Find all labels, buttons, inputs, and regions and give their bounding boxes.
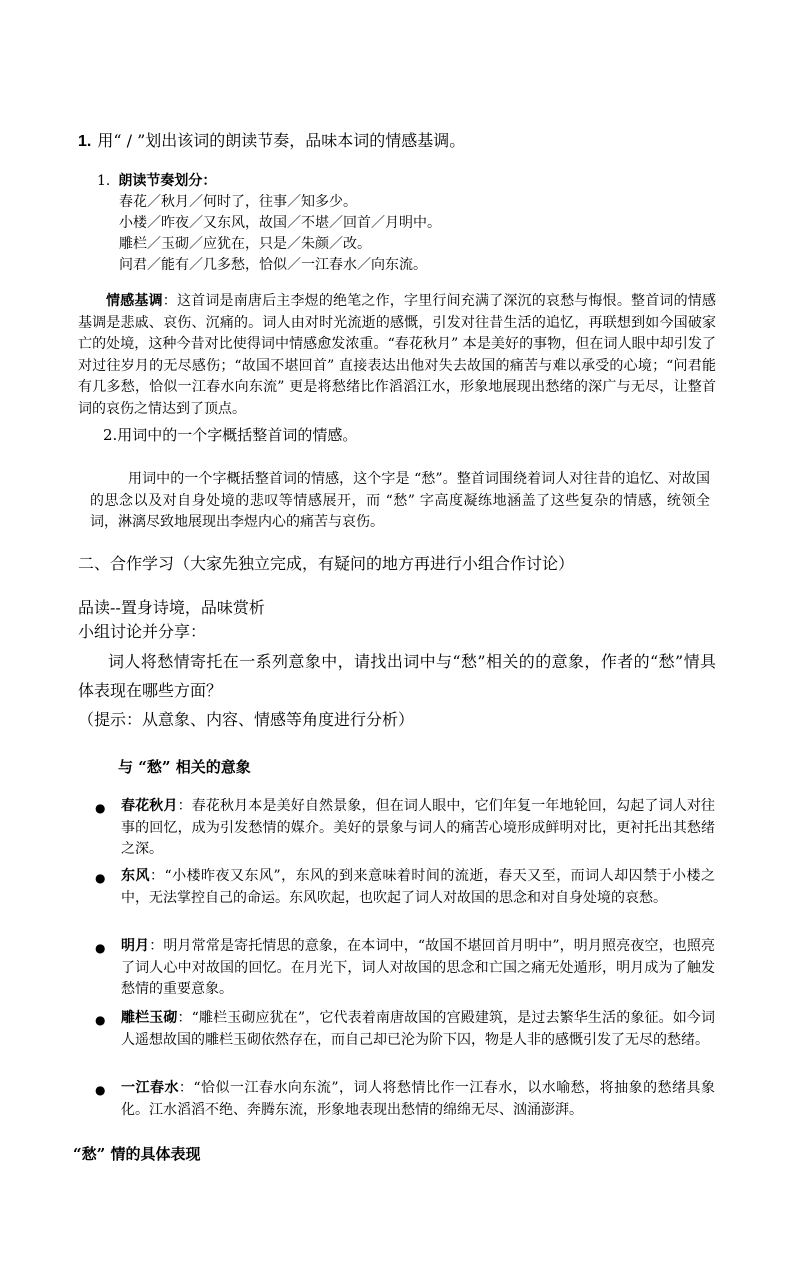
section-2-heading: 二、合作学习（大家先独立完成，有疑问的地方再进行小组合作讨论） — [78, 554, 575, 573]
imagery-term: 明月 — [121, 938, 150, 954]
emotion-text: ：这首词是南唐后主李煜的绝笔之作，字里行间充满了深沉的哀愁与悔恨。整首词的情感基调是悲戚、哀伤、沉痛的。词人由对时光流逝的感慨，引发对往昔生活的追忆，再联想到如今国破家亡的处境，这种今昔对比使得词中情感愈发浓重。“春花秋月” 本是美好的事物，但在词人眼中却引发了对过往岁月的无尽感伤；“故国不堪回首” 直接表达出他对失去故国的痛苦与难以承受的心境；“问君能有几多愁，恰似一江春水向东流” 更是将愁绪比作滔滔江水，形象地展现出愁绪的深广与无尽，让整首词的哀伤之情达到了顶点。 — [78, 293, 717, 417]
imagery-desc: ：“小楼昨夜又东风”，东风的到来意味着时间的流逝，春天又至，而词人却囚禁于小楼之中，无法掌控自己的命运。东风吹起，也吹起了词人对故国的思念和对自身处境的哀愁。 — [121, 868, 716, 906]
final-heading: “愁” 情的具体表现 — [73, 1145, 201, 1163]
prompt-text: 词人将愁情寄托在一系列意象中，请找出词中与“愁”相关的的意象，作者的“愁”情具体表现在哪些方面？ — [78, 652, 716, 700]
bullet-icon: ● — [95, 871, 106, 885]
bullet-icon: ● — [95, 801, 106, 815]
section-2-prompt — [78, 647, 716, 705]
emotion-label: 情感基调 — [106, 293, 163, 309]
imagery-desc: ：“雕栏玉砌应犹在”，它代表着南唐故国的宫殿建筑，是过去繁华生活的象征。如今词人遥想故国的雕栏玉砌依然存在，而自己却已沦为阶下囚，物是人非的感慨引发了无尽的愁绪。 — [121, 1010, 716, 1048]
rhythm-line: 雕栏／玉砌／应犹在，只是／朱颜／改。 — [119, 236, 371, 252]
rhythm-title — [97, 170, 216, 190]
section-2-sub1: 品读--置身诗境，品味赏析 — [78, 598, 265, 617]
bullet-icon: ● — [95, 1083, 106, 1097]
question-1-number: 1. — [78, 133, 92, 150]
bullet-icon: ● — [95, 941, 106, 955]
rhythm-number: 1. — [97, 173, 111, 189]
imagery-desc: ：“恰似一江春水向东流”，词人将愁情比作一江春水，以水喻愁，将抽象的愁绪具象化。江水滔滔不绝、奔腾东流，形象地表现出愁情的绵绵无尽、汹涌澎湃。 — [121, 1080, 716, 1118]
imagery-desc: ：明月常常是寄托情思的意象，在本词中，“故国不堪回首月明中”，明月照亮夜空，也照亮了词人心中对故国的回忆。在月光下，词人对故国的思念和亡国之痛无处遁形，明月成为了触发愁情的重要意象。 — [121, 938, 716, 997]
imagery-term: 春花秋月 — [121, 798, 178, 814]
imagery-term: 一江春水 — [121, 1080, 179, 1096]
summary-paragraph — [90, 469, 710, 534]
emotion-paragraph — [78, 291, 716, 420]
rhythm-line: 问君／能有／几多愁，恰似／一江春水／向东流。 — [119, 257, 427, 273]
imagery-desc: ：春花秋月本是美好自然景象，但在词人眼中，它们年复一年地轮回，勾起了词人对往事的回忆，成为引发愁情的媒介。美好的景象与词人的痛苦心境形成鲜明对比，更衬托出其愁绪之深。 — [121, 798, 716, 857]
rhythm-line: 春花／秋月／何时了，往事／知多少。 — [119, 194, 357, 210]
imagery-term: 东风 — [121, 868, 150, 884]
section-2-hint: （提示：从意象、内容、情感等角度进行分析） — [78, 710, 415, 729]
imagery-heading: 与 “愁” 相关的意象 — [118, 758, 251, 776]
question-1 — [78, 128, 465, 151]
rhythm-title-text: 朗读节奏划分： — [118, 173, 217, 189]
imagery-term: 雕栏玉砌 — [121, 1010, 178, 1026]
section-2-sub2: 小组讨论并分享： — [78, 622, 207, 641]
question-2: 2.用词中的一个字概括整首词的情感。 — [103, 426, 358, 444]
summary-text: 用词中的一个字概括整首词的情感，这个字是 “愁”。整首词围绕着词人对往昔的追忆、对故国的思念以及对自身处境的悲叹等情感展开，而 “愁” 字高度凝练地涵盖了这些复杂的情感，统领全词，淋漓尽致地展现出李煜内心的痛苦与哀伤。 — [90, 471, 710, 530]
rhythm-line: 小楼／昨夜／又东风，故国／不堪／回首／月明中。 — [119, 215, 441, 231]
bullet-icon: ● — [95, 1013, 106, 1027]
question-1-text: 用“ / ”划出该词的朗读节奏，品味本词的情感基调。 — [97, 131, 466, 150]
